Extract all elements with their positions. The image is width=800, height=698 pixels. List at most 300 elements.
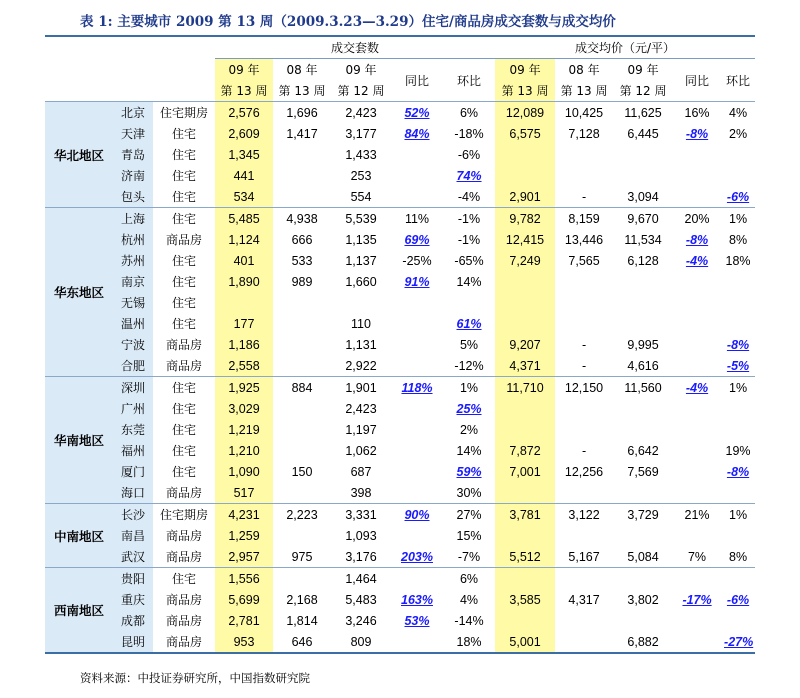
p-lw-cell <box>613 568 673 590</box>
v-yoy-cell <box>391 440 443 461</box>
v-cur-value: 1,219 <box>228 422 260 437</box>
p-cur-value: 9,207 <box>509 337 541 352</box>
p-lw-value: 9,995 <box>627 337 659 352</box>
p-lw-cell <box>613 610 673 631</box>
city-cell: 福州 <box>113 440 153 461</box>
v-ly-value: 1,696 <box>286 105 318 120</box>
housing-table: 成交套数 成交均价（元/平） 09 年 08 年 09 年 同比 环比 09 年 08 年 09 年 同比 环比 第 13 周 第 13 周 第 12 周 第 13 周 第 13 周 第 12 周 华北地区 北京 住宅期房 2,576 1,696 2,423 52% 6% 12,089 10,425 11,625 16% 4% 天津 住宅 2,609 1,417 3,177 84% -18% 6,575 7,128 6,445 -8% 2% 青岛 住宅 1,345 1,433 -6% 济南 住宅 441 253 74% 包头 住宅 534 554 -4% 2,901 - 3,094 -6% 华东地区 上海 住宅 5,485 4,938 5,539 11% -1% 9,782 8,159 9,670 20% 1% 杭州 商品房 1,124 666 1,135 69% -1% 12,415 13,446 11,534 -8% 8% 苏州 住宅 401 533 1,137 -25% -65% 7,249 7,565 6,128 -4% 18% 南京 住宅 1,890 989 1,660 91% 14% 无锡 住宅 温州 住宅 177 110 61% 宁波 商品房 1,186 1,131 5% 9,207 - 9,995 -8% 合肥 商品房 2,558 2,922 -12% 4,371 - 4,616 -5% 华南地区 深圳 住宅 1,925 884 1,901 118% 1% 11,710 12,150 11,560 -4% 1% 广州 住宅 3,029 2,423 25% 东莞 住宅 1,219 1,197 2% 福州 住宅 1,210 1,062 14% 7,872 - 6,642 19% 厦门 住宅 1,090 150 687 59% 7,001 12,256 7,569 -8% 海口 商品房 517 398 30% 中南地区 长沙 住宅期房 4,231 2,223 3,331 90% 27% 3,781 3,122 3,729 21% 1% 南昌 商品房 1,259 1,093 15% 武汉 商品房 2,957 975 3,176 203% -7% 5,512 5,167 5,084 7% 8% 西南地区 贵阳 住宅 1,556 1,464 6% 重庆 商品房 5,699 2,168 5,483 163% 4% 3,585 4,317 3,802 -17% -6% 成都 商品房 2,781 1,814 3,246 53% -14% 昆明 商品房 953 646 809 18% 5,001 6,882 -27% <box>45 35 755 654</box>
v-lw-value: 554 <box>350 189 372 204</box>
table-row <box>45 186 755 208</box>
type-cell: 住宅 <box>171 169 196 183</box>
p-cur-cell <box>495 102 555 124</box>
v-ly-cell <box>273 568 331 590</box>
p-yoy-cell <box>673 461 721 482</box>
type-cell: 商品房 <box>165 593 202 607</box>
p-ly-value: - <box>581 189 587 204</box>
v-lw-cell <box>331 250 391 271</box>
table-row <box>45 250 755 271</box>
v-yoy-cell <box>391 525 443 546</box>
type-cell: 住宅 <box>171 423 196 437</box>
v-cur-cell <box>215 546 273 568</box>
v-yoy-value: 91% <box>404 274 430 289</box>
p-lw-value: 6,882 <box>627 634 659 649</box>
v-wow-value: 30% <box>456 485 482 500</box>
table-row <box>45 292 755 313</box>
p-wow-cell <box>721 165 755 186</box>
p-ly-cell <box>555 334 613 355</box>
v-lw-cell <box>331 334 391 355</box>
city-cell: 无锡 <box>113 292 153 313</box>
v-cur-value: 517 <box>233 485 255 500</box>
v-wow-value: 14% <box>456 443 482 458</box>
p-wow-cell <box>721 123 755 144</box>
p-wow-cell <box>721 610 755 631</box>
p-cur-cell <box>495 461 555 482</box>
v-yoy-value: 69% <box>404 232 430 247</box>
v-yoy-value: -25% <box>402 253 432 268</box>
type-cell: 商品房 <box>165 529 202 543</box>
p-yoy-cell <box>673 377 721 399</box>
p-lw-cell <box>613 525 673 546</box>
p-wow-value: 18% <box>725 253 751 268</box>
v-wow-cell <box>443 123 495 144</box>
p-wow-cell <box>721 482 755 504</box>
v-yoy-cell <box>391 461 443 482</box>
p-lw-cell <box>613 165 673 186</box>
city-cell: 深圳 <box>113 377 153 399</box>
col-cur-week: 09 年 <box>215 59 273 81</box>
p-yoy-cell <box>673 440 721 461</box>
v-wow-cell <box>443 271 495 292</box>
table-row <box>45 631 755 653</box>
v-cur-cell <box>215 589 273 610</box>
p-wow-value: -6% <box>726 189 750 204</box>
v-lw-cell <box>331 186 391 208</box>
p-lw-value: 4,616 <box>627 358 659 373</box>
v-yoy-value: 90% <box>404 507 430 522</box>
p-cur-cell <box>495 419 555 440</box>
col-yoy: 同比 <box>404 73 429 88</box>
v-ly-cell <box>273 271 331 292</box>
v-cur-cell <box>215 398 273 419</box>
p-wow-cell <box>721 419 755 440</box>
p-yoy-cell <box>673 313 721 334</box>
v-ly-cell <box>273 525 331 546</box>
v-ly-cell <box>273 419 331 440</box>
v-wow-cell <box>443 398 495 419</box>
city-cell: 青岛 <box>113 144 153 165</box>
region-label: 华南地区 <box>45 377 113 504</box>
v-lw-cell <box>331 589 391 610</box>
p-yoy-value: -17% <box>682 592 712 607</box>
v-wow-value: 1% <box>459 380 479 395</box>
city-cell: 天津 <box>113 123 153 144</box>
v-cur-value: 2,609 <box>228 126 260 141</box>
table-row <box>45 568 755 590</box>
v-yoy-cell <box>391 186 443 208</box>
p-wow-cell <box>721 504 755 526</box>
table-row <box>45 525 755 546</box>
v-lw-value: 1,901 <box>345 380 377 395</box>
p-ly-cell <box>555 461 613 482</box>
v-lw-value: 2,423 <box>345 105 377 120</box>
p-wow-cell <box>721 102 755 124</box>
v-cur-value: 5,485 <box>228 211 260 226</box>
v-lw-cell <box>331 546 391 568</box>
v-wow-value: 6% <box>459 571 479 586</box>
type-cell: 住宅 <box>171 148 196 162</box>
p-lw-cell <box>613 631 673 653</box>
p-cur-cell <box>495 482 555 504</box>
city-cell: 贵阳 <box>113 568 153 590</box>
table-row <box>45 440 755 461</box>
v-lw-value: 5,483 <box>345 592 377 607</box>
col-price-last-year: 08 年 <box>568 63 600 77</box>
v-cur-cell <box>215 610 273 631</box>
p-yoy-cell <box>673 292 721 313</box>
p-yoy-cell <box>673 271 721 292</box>
v-cur-cell <box>215 229 273 250</box>
type-cell: 商品房 <box>165 614 202 628</box>
v-wow-value: 15% <box>456 528 482 543</box>
p-cur-cell <box>495 610 555 631</box>
type-cell: 住宅期房 <box>153 102 215 124</box>
v-wow-value: 59% <box>456 464 482 479</box>
v-wow-value: -12% <box>454 358 484 373</box>
city-cell: 上海 <box>113 208 153 230</box>
v-cur-cell <box>215 144 273 165</box>
city-cell: 南京 <box>113 271 153 292</box>
v-ly-cell <box>273 292 331 313</box>
v-cur-cell <box>215 292 273 313</box>
v-wow-cell <box>443 102 495 124</box>
city-cell: 杭州 <box>113 229 153 250</box>
v-ly-cell <box>273 355 331 377</box>
p-yoy-value: 16% <box>684 105 710 120</box>
p-ly-value: 7,128 <box>568 126 600 141</box>
v-yoy-cell <box>391 144 443 165</box>
p-ly-cell <box>555 313 613 334</box>
v-cur-cell <box>215 208 273 230</box>
p-cur-value: 7,872 <box>509 443 541 458</box>
v-ly-value: 1,417 <box>286 126 318 141</box>
p-ly-cell <box>555 355 613 377</box>
v-wow-cell <box>443 377 495 399</box>
v-wow-cell <box>443 546 495 568</box>
p-lw-cell <box>613 313 673 334</box>
p-wow-cell <box>721 208 755 230</box>
v-cur-value: 4,231 <box>228 507 260 522</box>
v-cur-cell <box>215 568 273 590</box>
v-ly-value: 989 <box>291 274 313 289</box>
p-wow-value: 1% <box>729 380 748 395</box>
v-lw-cell <box>331 144 391 165</box>
p-ly-value: 12,256 <box>564 464 604 479</box>
table-row <box>45 271 755 292</box>
p-lw-value: 6,128 <box>627 253 659 268</box>
v-yoy-value: 163% <box>401 592 433 607</box>
v-wow-value: 25% <box>456 401 482 416</box>
p-ly-value: - <box>581 337 587 352</box>
p-wow-cell <box>721 229 755 250</box>
table-row <box>45 355 755 377</box>
p-lw-cell <box>613 589 673 610</box>
p-cur-value: 7,249 <box>509 253 541 268</box>
p-ly-cell <box>555 123 613 144</box>
v-yoy-cell <box>391 568 443 590</box>
p-wow-cell <box>721 144 755 165</box>
p-ly-value: 12,150 <box>564 380 604 395</box>
p-ly-cell <box>555 631 613 653</box>
v-lw-cell <box>331 102 391 124</box>
p-cur-value: 12,415 <box>505 232 545 247</box>
v-lw-value: 1,197 <box>345 422 377 437</box>
v-wow-cell <box>443 292 495 313</box>
v-cur-cell <box>215 525 273 546</box>
v-yoy-cell <box>391 102 443 124</box>
v-cur-cell <box>215 504 273 526</box>
p-lw-cell <box>613 292 673 313</box>
type-cell: 住宅期房 <box>153 504 215 526</box>
p-lw-value: 6,642 <box>627 443 659 458</box>
v-ly-cell <box>273 102 331 124</box>
p-yoy-cell <box>673 546 721 568</box>
v-cur-value: 1,925 <box>228 380 260 395</box>
v-cur-value: 1,556 <box>228 571 260 586</box>
city-cell: 包头 <box>113 186 153 208</box>
p-ly-cell <box>555 398 613 419</box>
v-yoy-cell <box>391 610 443 631</box>
p-wow-value: 8% <box>729 549 748 564</box>
p-yoy-cell <box>673 123 721 144</box>
table-row <box>45 610 755 631</box>
p-yoy-cell <box>673 208 721 230</box>
v-lw-value: 1,464 <box>345 571 377 586</box>
v-ly-value: 1,814 <box>286 613 318 628</box>
p-wow-cell <box>721 525 755 546</box>
table-row <box>45 398 755 419</box>
v-lw-value: 1,433 <box>345 147 377 162</box>
v-wow-value: 5% <box>459 337 479 352</box>
table-row <box>45 546 755 568</box>
p-ly-cell <box>555 271 613 292</box>
p-wow-value: 2% <box>729 126 748 141</box>
col-price-yoy: 同比 <box>685 73 710 88</box>
p-yoy-cell <box>673 589 721 610</box>
p-yoy-cell <box>673 504 721 526</box>
p-cur-value: 4,371 <box>509 358 541 373</box>
p-cur-cell <box>495 334 555 355</box>
city-cell: 重庆 <box>113 589 153 610</box>
p-lw-value: 3,802 <box>627 592 659 607</box>
p-lw-cell <box>613 355 673 377</box>
table-row <box>45 123 755 144</box>
p-yoy-cell <box>673 525 721 546</box>
p-yoy-cell <box>673 610 721 631</box>
v-wow-value: 4% <box>459 592 479 607</box>
v-wow-value: 2% <box>459 422 479 437</box>
city-cell: 武汉 <box>113 546 153 568</box>
v-ly-value: 533 <box>291 253 313 268</box>
p-cur-value: 12,089 <box>505 105 545 120</box>
table-title: 表 1: 主要城市 2009 第 13 周（2009.3.23—3.29）住宅/商品房成交套数与成交均价 <box>80 14 616 30</box>
p-yoy-cell <box>673 482 721 504</box>
source-note: 资料来源：中投证券研究所，中国指数研究院 <box>80 671 310 685</box>
v-wow-cell <box>443 440 495 461</box>
v-wow-cell <box>443 313 495 334</box>
city-cell: 苏州 <box>113 250 153 271</box>
v-cur-value: 1,090 <box>228 464 260 479</box>
v-cur-value: 1,345 <box>228 147 260 162</box>
v-cur-value: 1,186 <box>228 337 260 352</box>
table-row <box>45 229 755 250</box>
v-wow-value: -1% <box>457 232 481 247</box>
v-cur-cell <box>215 631 273 653</box>
p-cur-cell <box>495 229 555 250</box>
type-cell: 住宅 <box>171 275 196 289</box>
v-ly-cell <box>273 610 331 631</box>
city-cell: 合肥 <box>113 355 153 377</box>
v-ly-value: 150 <box>291 464 313 479</box>
v-lw-value: 687 <box>350 464 372 479</box>
p-ly-value: - <box>581 358 587 373</box>
v-lw-cell <box>331 208 391 230</box>
v-cur-cell <box>215 250 273 271</box>
v-wow-cell <box>443 504 495 526</box>
v-wow-cell <box>443 631 495 653</box>
p-wow-value: -8% <box>726 464 750 479</box>
v-lw-value: 3,176 <box>345 549 377 564</box>
city-cell: 济南 <box>113 165 153 186</box>
v-ly-cell <box>273 546 331 568</box>
p-ly-cell <box>555 165 613 186</box>
v-lw-cell <box>331 610 391 631</box>
v-lw-cell <box>331 419 391 440</box>
v-yoy-cell <box>391 165 443 186</box>
v-ly-cell <box>273 165 331 186</box>
p-lw-cell <box>613 229 673 250</box>
v-cur-value: 2,781 <box>228 613 260 628</box>
type-cell: 商品房 <box>165 550 202 564</box>
city-cell: 南昌 <box>113 525 153 546</box>
v-wow-value: -18% <box>454 126 484 141</box>
p-cur-value: 5,512 <box>509 549 541 564</box>
v-cur-cell <box>215 461 273 482</box>
type-cell: 住宅 <box>171 444 196 458</box>
region-label: 中南地区 <box>45 504 113 568</box>
p-cur-value: 5,001 <box>509 634 541 649</box>
p-cur-cell <box>495 504 555 526</box>
p-lw-cell <box>613 398 673 419</box>
v-wow-value: -1% <box>457 211 481 226</box>
p-wow-cell <box>721 589 755 610</box>
v-lw-cell <box>331 631 391 653</box>
v-yoy-cell <box>391 229 443 250</box>
v-lw-value: 398 <box>350 485 372 500</box>
v-yoy-value: 84% <box>404 126 430 141</box>
v-wow-cell <box>443 334 495 355</box>
v-wow-value: 14% <box>456 274 482 289</box>
type-cell: 住宅 <box>171 402 196 416</box>
p-lw-cell <box>613 546 673 568</box>
v-ly-cell <box>273 631 331 653</box>
p-yoy-value: 7% <box>687 549 707 564</box>
table-row <box>45 589 755 610</box>
v-wow-value: 6% <box>459 105 479 120</box>
p-wow-cell <box>721 546 755 568</box>
v-lw-value: 3,331 <box>345 507 377 522</box>
p-wow-cell <box>721 271 755 292</box>
col-last-week: 09 年 <box>345 63 377 77</box>
v-cur-value: 5,699 <box>228 592 260 607</box>
p-lw-cell <box>613 250 673 271</box>
type-cell: 住宅 <box>153 568 215 590</box>
p-cur-value: 3,585 <box>509 592 541 607</box>
p-cur-cell <box>495 631 555 653</box>
p-cur-value: 11,710 <box>506 380 544 395</box>
p-lw-value: 6,445 <box>627 126 659 141</box>
v-ly-cell <box>273 461 331 482</box>
p-lw-value: 7,569 <box>627 464 659 479</box>
v-cur-value: 1,890 <box>228 274 260 289</box>
p-wow-value: 1% <box>729 211 748 226</box>
p-yoy-cell <box>673 334 721 355</box>
type-cell: 住宅 <box>171 190 196 204</box>
p-yoy-cell <box>673 144 721 165</box>
v-wow-cell <box>443 229 495 250</box>
v-lw-cell <box>331 504 391 526</box>
table-row <box>45 144 755 165</box>
p-wow-value: -5% <box>726 358 750 373</box>
p-wow-cell <box>721 334 755 355</box>
p-lw-cell <box>613 440 673 461</box>
city-cell: 长沙 <box>113 504 153 526</box>
p-ly-value: 10,425 <box>564 105 604 120</box>
v-lw-cell <box>331 568 391 590</box>
v-wow-cell <box>443 186 495 208</box>
p-yoy-cell <box>673 631 721 653</box>
v-ly-cell <box>273 482 331 504</box>
p-wow-cell <box>721 631 755 653</box>
v-ly-cell <box>273 144 331 165</box>
p-ly-cell <box>555 525 613 546</box>
table-row <box>45 461 755 482</box>
p-cur-cell <box>495 123 555 144</box>
p-ly-cell <box>555 482 613 504</box>
p-wow-cell <box>721 292 755 313</box>
v-lw-value: 1,135 <box>345 232 377 247</box>
p-ly-cell <box>555 250 613 271</box>
table-row <box>45 482 755 504</box>
p-cur-value: 9,782 <box>509 211 541 226</box>
p-yoy-cell <box>673 165 721 186</box>
table-row <box>45 208 755 230</box>
p-cur-cell <box>495 271 555 292</box>
type-cell: 商品房 <box>165 338 202 352</box>
v-ly-cell <box>273 377 331 399</box>
type-cell: 住宅 <box>171 127 196 141</box>
p-wow-value: -8% <box>726 337 750 352</box>
p-cur-cell <box>495 292 555 313</box>
p-ly-cell <box>555 610 613 631</box>
p-cur-cell <box>495 589 555 610</box>
v-ly-value: 646 <box>291 634 313 649</box>
v-yoy-cell <box>391 546 443 568</box>
v-yoy-cell <box>391 250 443 271</box>
p-lw-value: 11,534 <box>624 232 662 247</box>
v-yoy-cell <box>391 631 443 653</box>
v-ly-value: 666 <box>291 232 313 247</box>
